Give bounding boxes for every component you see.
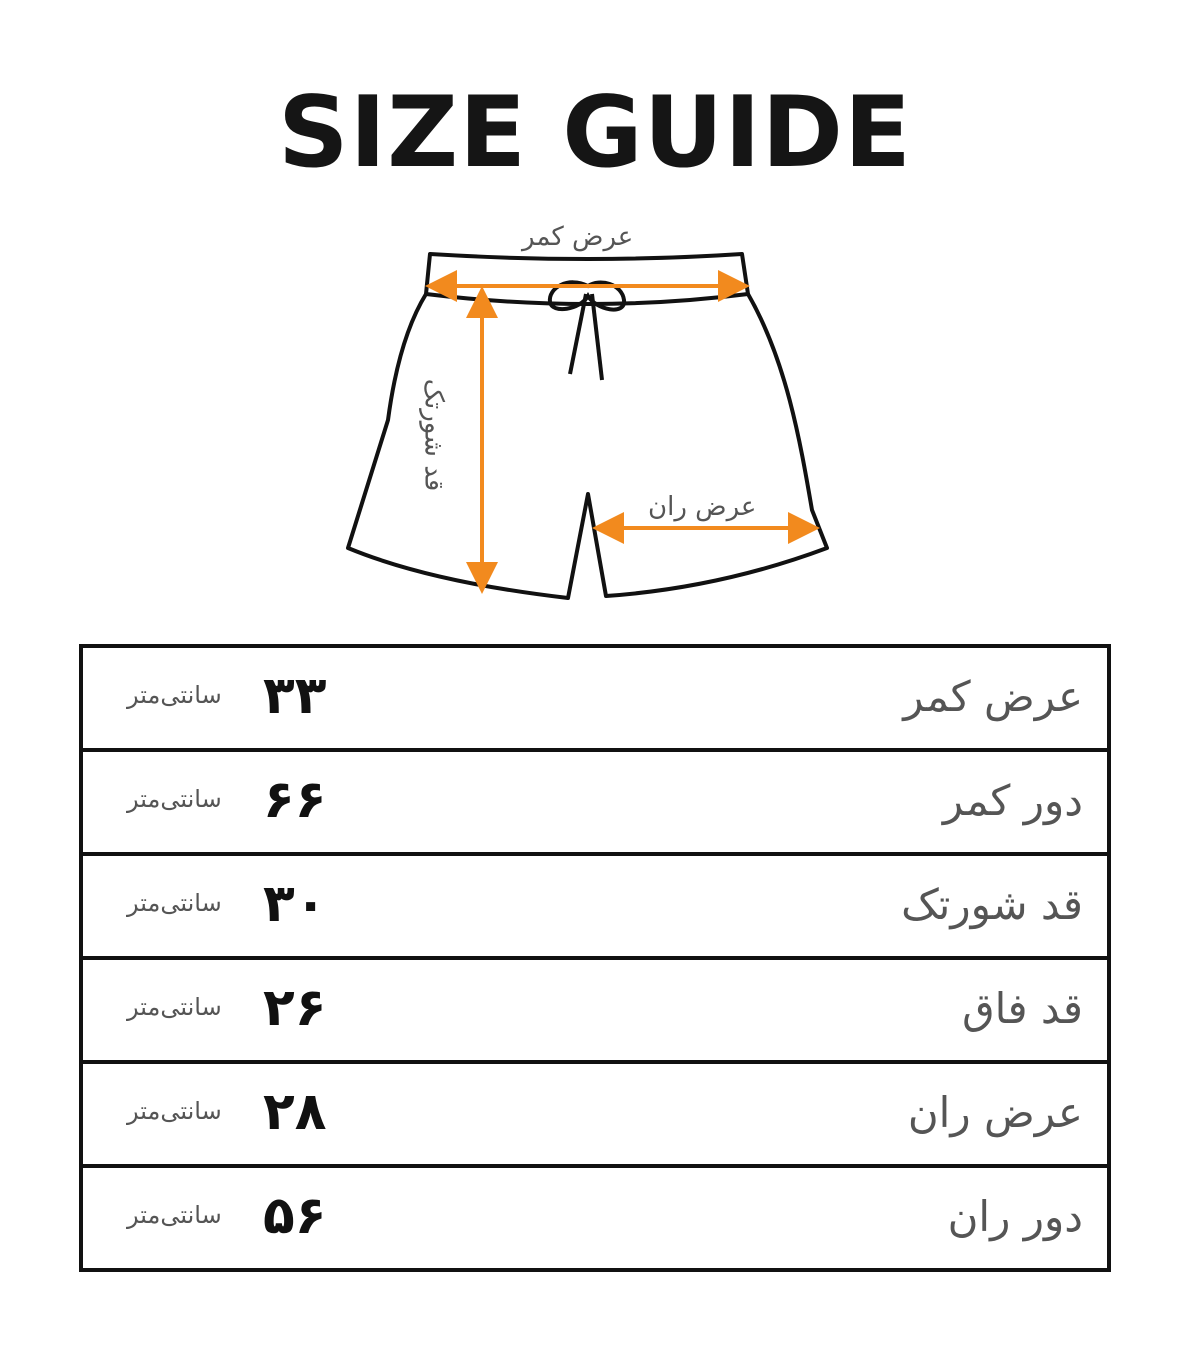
waist-width-label: عرض کمر [522, 222, 634, 252]
row-label: عرض ران [907, 1088, 1083, 1137]
length-label: قد شورتک [418, 378, 449, 492]
shorts-diagram [300, 210, 900, 630]
table-row [79, 1164, 1111, 1272]
row-unit: سانتی‌متر [127, 889, 222, 917]
row-label: دور ران [947, 1192, 1083, 1241]
row-label: دور کمر [942, 776, 1083, 825]
table-row [79, 1060, 1111, 1168]
page-title: SIZE GUIDE [278, 76, 912, 190]
row-value: ۳۰ [263, 874, 327, 934]
row-value: ۲۸ [263, 1082, 327, 1142]
thigh-width-label: عرض ران [648, 492, 757, 522]
size-table [79, 644, 1111, 1272]
row-unit: سانتی‌متر [127, 785, 222, 813]
row-value: ۲۶ [263, 978, 327, 1038]
row-unit: سانتی‌متر [127, 993, 222, 1021]
row-unit: سانتی‌متر [127, 681, 222, 709]
row-unit: سانتی‌متر [127, 1201, 222, 1229]
row-label: عرض کمر [903, 672, 1083, 721]
table-row [79, 956, 1111, 1064]
table-row [79, 852, 1111, 960]
row-value: ۵۶ [263, 1186, 327, 1246]
row-value: ۳۳ [263, 666, 327, 726]
table-row [79, 644, 1111, 752]
shorts-outline-drawing [300, 210, 900, 630]
row-unit: سانتی‌متر [127, 1097, 222, 1125]
row-value: ۶۶ [263, 770, 327, 830]
row-label: قد فاق [962, 984, 1083, 1033]
table-row [79, 748, 1111, 856]
row-label: قد شورتک [901, 880, 1083, 929]
